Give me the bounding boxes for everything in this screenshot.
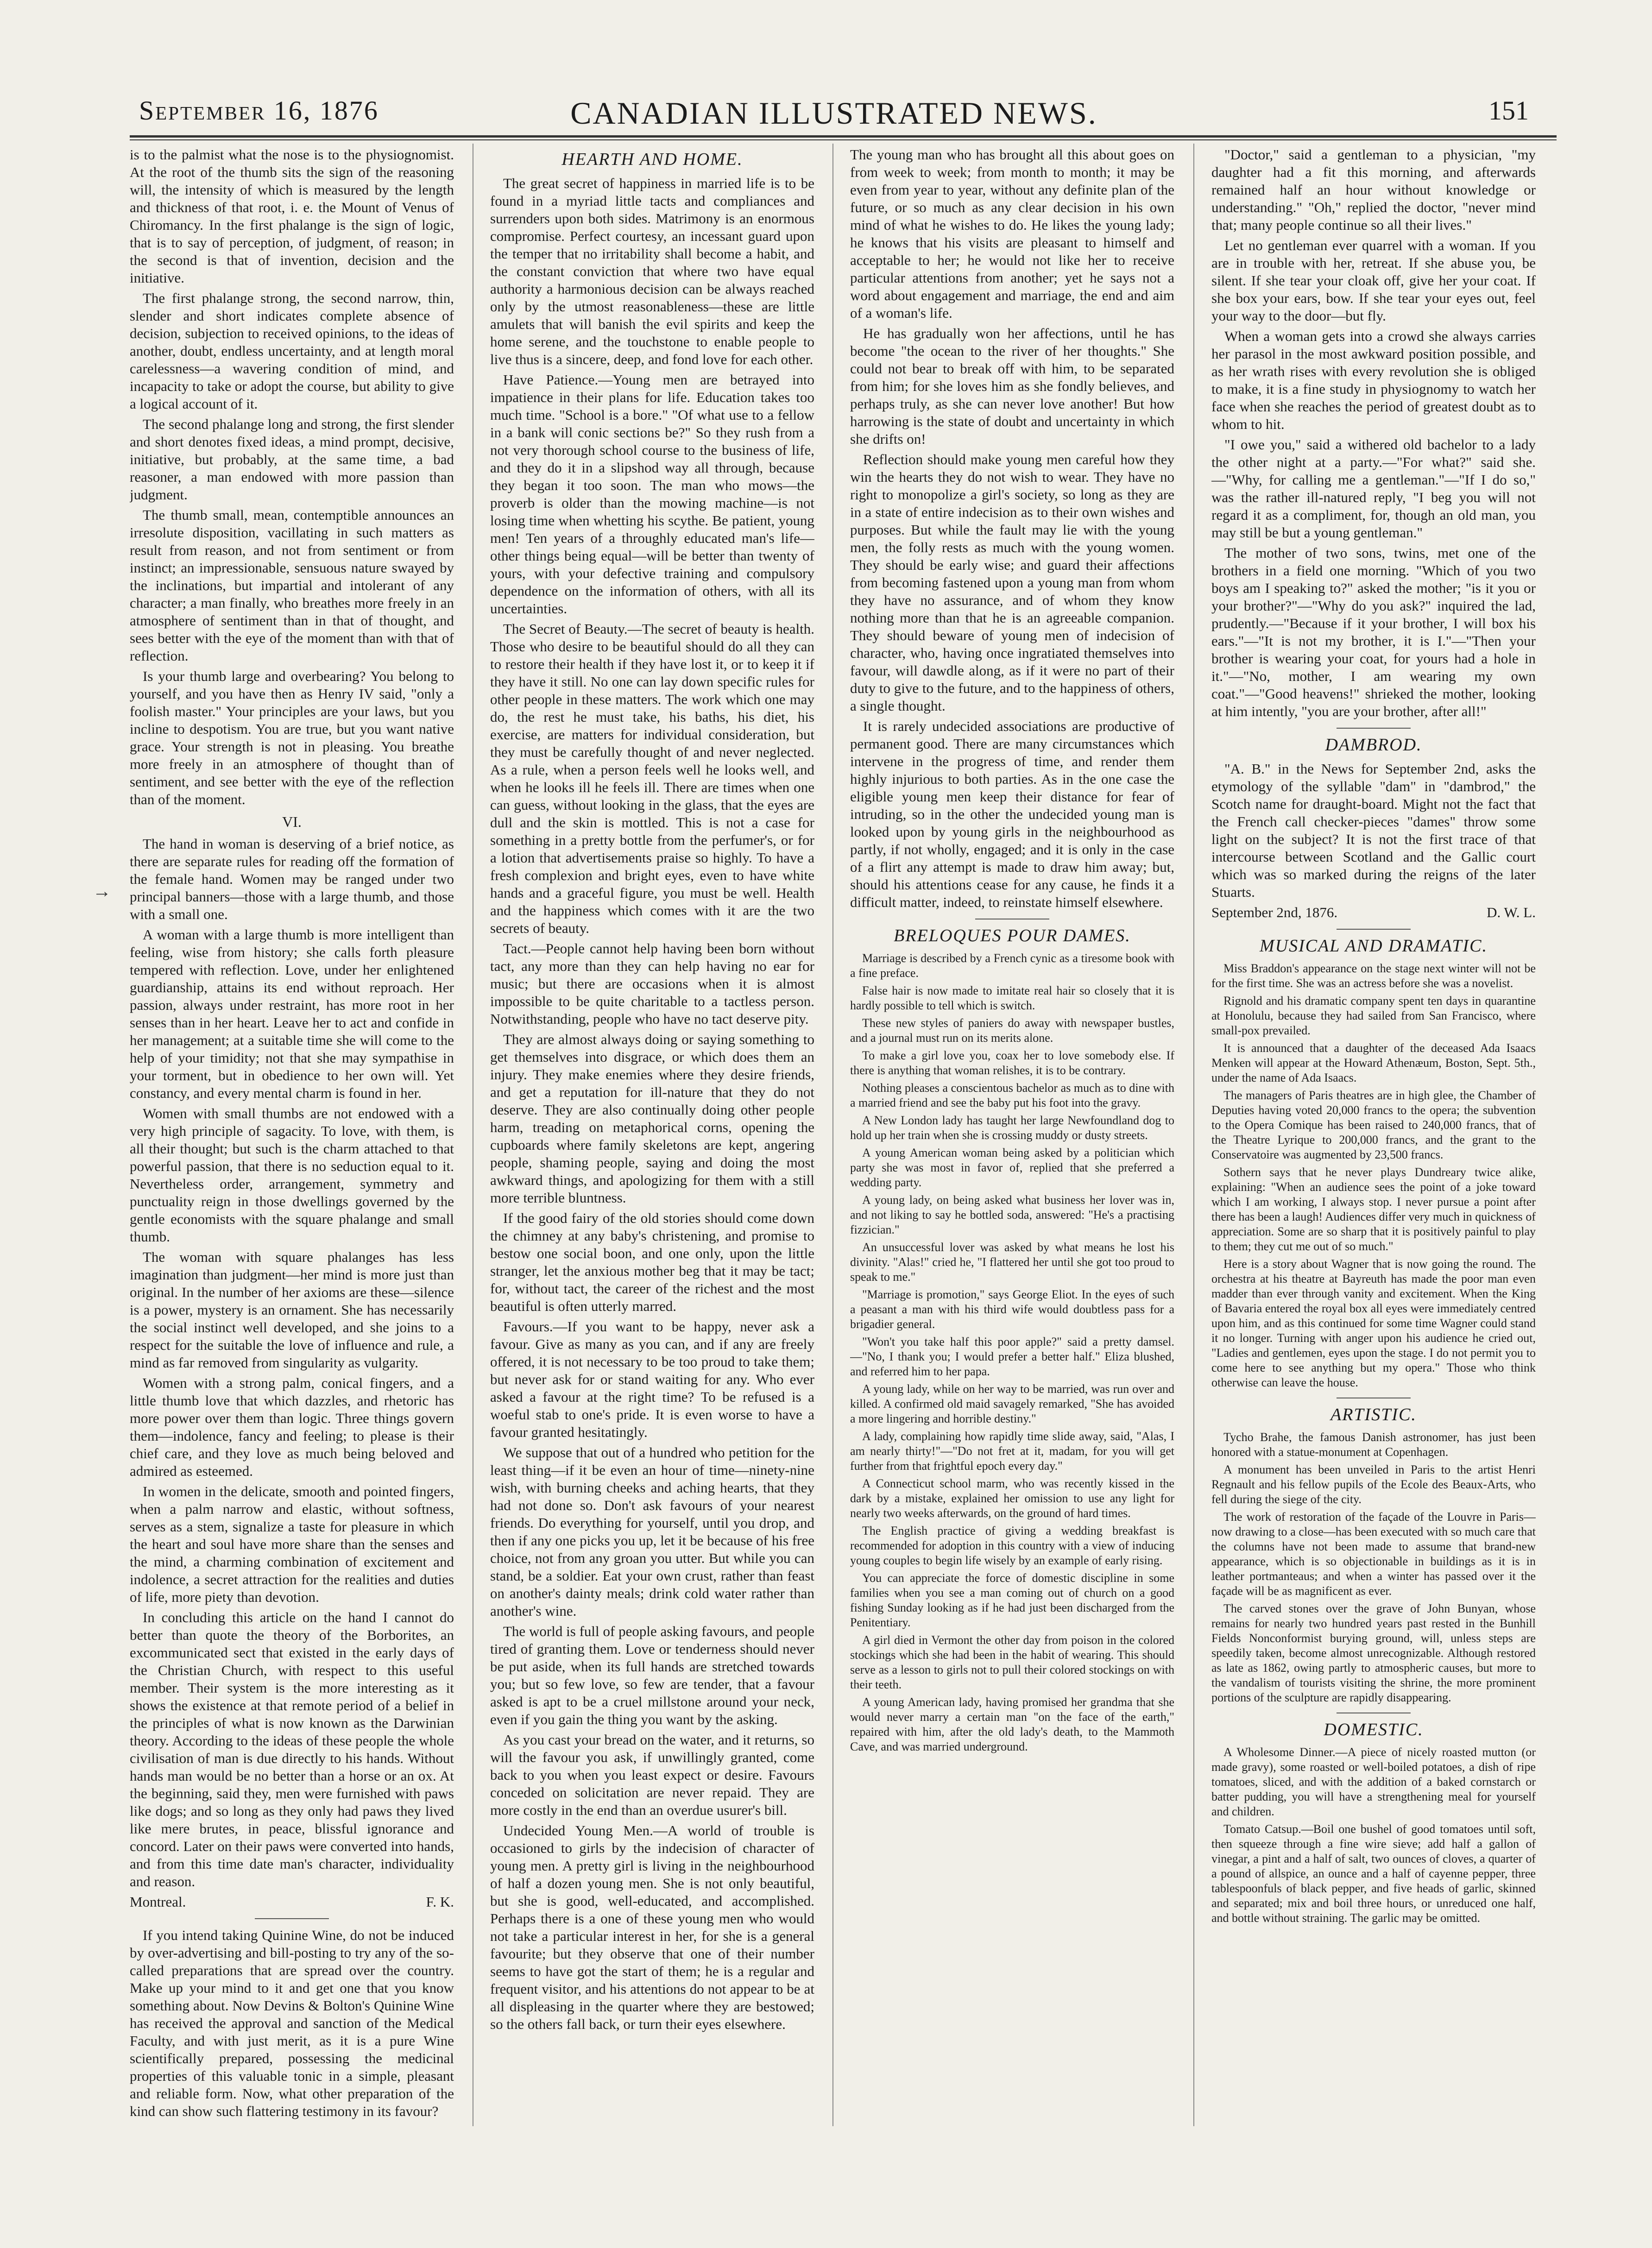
- signature-name: D. W. L.: [1487, 904, 1536, 920]
- paragraph: He has gradually won her affections, until he has become "the ocean to the river of her thoughts." She could not bear to break off with him, to be separated from him; for she loves him as she fondly believes, and perhaps truly, as she can never love another! But how harrowing is the state of doubt and uncertainty in which she drifts on!: [850, 325, 1174, 447]
- list-item: False hair is now made to imitate real hair so closely that it is hardly possible to tell which is switch.: [850, 984, 1174, 1012]
- list-item: Tycho Brahe, the famous Danish astronomer, has just been honored with a statue-monument at Copenhagen.: [1211, 1430, 1536, 1459]
- separator-rule: [255, 1918, 329, 1919]
- paragraph: The mother of two sons, twins, met one of the brothers in a field one morning. "Which of you two boys am I speaking to?" asked the mother; "is it you or your brother?"—"Why do you ask?" inquired the lad, prudently.—"Because if it your brother, I will box his ears."—"It is not my brother, it is I."—"Then your brother is wearing your coat, for yours had a hole in it."—"No, mother, I am wearing my own coat."—"Good heavens!" shrieked the mother, looking at him intently, "you are your brother, after all!": [1211, 545, 1536, 719]
- paragraph: "Doctor," said a gentleman to a physician, "my daughter had a fit this morning, and afterwards remained half an hour without knowledge or understanding." "Oh," replied the doctor, "never mind that; many people continue so all their lives.": [1211, 146, 1536, 233]
- signature-name: F. K.: [426, 1894, 454, 1910]
- page-number: 151: [1488, 95, 1529, 126]
- paragraph: The Secret of Beauty.—The secret of beauty is health. Those who desire to be beautiful should do all they can to restore their health if they have lost it, or to keep it if they have it still. No one can lay down specific rules for other people in these matters. The work which one may do, the rest he must take, his baths, his diet, his exercise, are matters for individual consideration, but they must be carefully thought of and never neglected. As a rule, when a person feels well he looks well, and when he looks ill he feels ill. There are times when one can guess, without looking in the glass, that the eyes are dull and the skin is mottled. This is not a case for something in a pretty bottle from the perfumer's, or for a lotion that advertisements praise so highly. To have a fresh complexion and bright eyes, even to have white hands and a graceful figure, you must be well. Health and the happiness which comes with it are the two secrets of beauty.: [490, 621, 814, 936]
- paragraph: Women with a strong palm, conical fingers, and a little thumb love that which dazzles, and rhetoric has more power over them than logic. Three things govern them—indolence, fancy and feeling; to please is their chief care, and they love as much being beloved and admired as esteemed.: [130, 1375, 454, 1479]
- section-heading-hearth-and-home: HEARTH AND HOME.: [561, 150, 743, 169]
- list-item: Rignold and his dramatic company spent ten days in quarantine at Honolulu, because they had sailed from San Francisco, where small-pox prevailed.: [1211, 994, 1536, 1037]
- paragraph: Have Patience.—Young men are betrayed into impatience in their plans for life. Education takes too much time. "School is a bore." "Of what use to a fellow in a bank will conic sections be?" So they rush from a not very thorough school course to the business of life, and they do it in a slipshod way all through, because they began it too soon. The man who mows—the proverb is older than the mowing machine—is not losing time when whetting his scythe. Be patient, young men! Ten years of a throughly educated man's life—other things being equal—will be better than twenty of yours, with your defective training and compulsory dependence on the information of others, with all its uncertainties.: [490, 372, 814, 617]
- list-item: Sothern says that he never plays Dundreary twice alike, explaining: "When an audience sees the point of a joke toward which I am working, I always stop. I never pursue a point after there has been a laugh! Audiences differ very much in quickness of appreciation. Some are so sharp that it is positively painful to play to them; they cut me out of so much.": [1211, 1165, 1536, 1253]
- list-item: A girl died in Vermont the other day from poison in the colored stockings which she had been in the habit of wearing. This should serve as a lesson to girls not to pull their colored stockings on with their teeth.: [850, 1633, 1174, 1691]
- list-item: A young American lady, having promised her grandma that she would never marry a certain man "on the face of the earth," repaired with him, after the old lady's death, to the Mammoth Cave, and was married underground.: [850, 1695, 1174, 1753]
- list-item: To make a girl love you, coax her to love somebody else. If there is anything that woman relishes, it is to be contrary.: [850, 1049, 1174, 1077]
- musical-list: [1211, 961, 1536, 1390]
- paragraph: A woman with a large thumb is more intelligent than feeling, wise from history; she calls forth pleasure tempered with reflection. Love, under her enlightened guardianship, attains its end without reproach. Her passion, always under restraint, has more root in her senses than in her heart. Leave her to act and confide in her management; at a suitable time she will come to the help of your timidity; not that she may sympathise in your torment, but in obedience to her own will. Yet constancy, and every mental charm is found in her.: [130, 926, 454, 1101]
- section-heading-breloques-pour-dames: BRELOQUES POUR DAMES.: [894, 926, 1131, 945]
- masthead-title: CANADIAN ILLUSTRATED NEWS.: [570, 95, 1097, 131]
- paragraph: Favours.—If you want to be happy, never ask a favour. Give as many as you can, and if any are freely offered, it is not necessary to be too proud to take them; but never ask for or stand waiting for any. Who ever asked a favour at the right time? To be refused is a woeful stab to one's pride. It is even worse to have a favour granted hesitatingly.: [490, 1318, 814, 1440]
- masthead-date: September 16, 1876: [139, 95, 379, 126]
- signature-date: September 2nd, 1876.: [1211, 904, 1338, 920]
- separator-rule: [1337, 929, 1411, 930]
- list-item: Miss Braddon's appearance on the stage next winter will not be for the first time. She was an actress before she was a novelist.: [1211, 962, 1536, 990]
- list-item: Nothing pleases a conscientous bachelor as much as to dine with a married friend and see the baby put his foot into the gravy.: [850, 1081, 1174, 1109]
- list-item: You can appreciate the force of domestic discipline in some families when you see a man coming out of church on a good fishing Sunday looking as if he had just been discharged from the Penitentiary.: [850, 1571, 1174, 1629]
- artistic-list: [1211, 1430, 1536, 1705]
- list-item: A young lady, while on her way to be married, was run over and killed. A confirmed old maid savagely remarked, "She has avoided a more lingering and horrible destiny.": [850, 1382, 1174, 1425]
- column-divider: [1193, 144, 1194, 2126]
- masthead-rule-thin: [130, 139, 1557, 140]
- paragraph: The second phalange long and strong, the first slender and short denotes fixed ideas, a mind prompt, decisive, initiative, but probably, at the same time, a bad reasoner, a man endowed with more passion than judgment.: [130, 416, 454, 503]
- paragraph: We suppose that out of a hundred who petition for the least thing—if it be even an hour of time—ninety-nine wish, with burning cheeks and aching hearts, that they had not done so. Don't ask favours of your nearest friends. Do everything for yourself, until you drop, and then if any one picks you up, let it be because of his free choice, not from any groan you utter. But while you can stand, be a soldier. Eat your own crust, rather than feast on another's dainty meals; drink cold water rather than another's wine.: [490, 1444, 814, 1619]
- list-item: A New London lady has taught her large Newfoundland dog to hold up her train when she is crossing muddy or dusty streets.: [850, 1114, 1174, 1142]
- list-item: The work of restoration of the façade of the Louvre in Paris—now drawing to a close—has been executed with so much care that the columns have not been made to assume that brand-new appearance, which is so objectionable in buildings as it is in leather portmanteaus; and when a winter has passed over it the façade will be as magnificent as ever.: [1211, 1510, 1536, 1598]
- section-heading-domestic: DOMESTIC.: [1324, 1720, 1424, 1739]
- list-item: A lady, complaining how rapidly time slide away, said, "Alas, I am nearly thirty!"—"Do not fret at it, madam, for you will get further from that frightful epoch every day.": [850, 1429, 1174, 1473]
- advertisement-paragraph: If you intend taking Quinine Wine, do not be induced by over-advertising and bill-posting to try any of the so-called preparations that are spread over the country. Make up your mind to it and get one that you know something about. Now Devins & Bolton's Quinine Wine has received the approval and sanction of the Medical Faculty, and with just merit, as it is a pure Wine scientifically prepared, possessing the medicinal properties of this valuable tonic in a simple, pleasant and reliable form. Now, what other preparation of the kind can show such flattering testimony in its favour?: [130, 1927, 454, 2119]
- paragraph: The world is full of people asking favours, and people tired of granting them. Love or tenderness should never be put aside, when its full hands are stretched towards you; but so few love, so few are tender, that a favour asked is apt to be a cruel millstone around your neck, even if you gain the thing you want by the asking.: [490, 1623, 814, 1727]
- signature-place: Montreal.: [130, 1894, 186, 1910]
- domestic-list: [1211, 1745, 1536, 1926]
- article-signature: [1211, 904, 1536, 921]
- column-3: [850, 146, 1174, 2161]
- list-item: The managers of Paris theatres are in high glee, the Chamber of Deputies having voted 20,000 francs to the opera; the subvention to the Opera Comique has been raised to 240,000 francs, that of the Theatre Lyrique to 200,000 francs, and the grant to the Conservatoire was augmented by 23,500 francs.: [1211, 1089, 1536, 1161]
- breloques-list: [850, 951, 1174, 1754]
- column-2: [490, 146, 814, 2161]
- list-item: It is announced that a daughter of the deceased Ada Isaacs Menken will appear at the Howard Athenæum, Boston, Sept. 5th., under the name of Ada Isaacs.: [1211, 1041, 1536, 1084]
- list-item: "Marriage is promotion," says George Eliot. In the eyes of such a peasant a man with his third wife would doubtless pass for a brigadier general.: [850, 1288, 1174, 1331]
- paragraph: When a woman gets into a crowd she always carries her parasol in the most awkward position possible, and as her wrath rises with every revolution she is obliged to make, it is a fine study in physiognomy to watch her face when she reaches the period of greatest doubt as to whom to hit.: [1211, 328, 1536, 432]
- paragraph: If the good fairy of the old stories should come down the chimney at any baby's christening, and promise to bestow one social boon, and one only, upon the little stranger, let the anxious mother beg that it may be tact; for, without tact, the career of the richest and the most beautiful is often utterly marred.: [490, 1210, 814, 1314]
- paragraph: In women in the delicate, smooth and pointed fingers, when a palm narrow and elastic, without softness, serves as a stem, signalize a taste for pleasure in which the heart and soul have more share than the senses and the mind, a charming combination of excitement and indolence, a secret attraction for the realities and duties of life, more piety than devotion.: [130, 1483, 454, 1605]
- masthead: [139, 95, 1529, 146]
- paragraph: The hand in woman is deserving of a brief notice, as there are separate rules for reading off the formation of the female hand. Women may be ranged under two principal banners—those with a large thumb, and those with a small one.: [130, 836, 454, 922]
- paragraph: As you cast your bread on the water, and it returns, so will the favour you ask, if unwillingly granted, come back to you when you least expect or desire. Favours conceded on solicitation are never repaid. They are more costly in the end than an overdue usurer's bill.: [490, 1732, 814, 1818]
- paragraph: They are almost always doing or saying something to get themselves into disgrace, or which does them an injury. They make enemies where they desire friends, and get a reputation for ill-nature that they do not deserve. They are also continually doing other people harm, treading on metaphorical corns, opening the cupboards where family skeletons are kept, angering people, shaming people, saying and doing the most awkward things, and apologizing for them with a still more terrible bluntness.: [490, 1031, 814, 1206]
- list-item: A Wholesome Dinner.—A piece of nicely roasted mutton (or made gravy), some roasted or well-boiled potatoes, a dish of ripe tomatoes, sliced, and with the addition of a baked cornstarch or batter pudding, you will have a strengthening meal for yourself and children.: [1211, 1745, 1536, 1818]
- list-item: "Won't you take half this poor apple?" said a pretty damsel.—"No, I thank you; I would prefer a better half." Eliza blushed, and referred him to her papa.: [850, 1335, 1174, 1378]
- column-divider: [832, 144, 833, 2126]
- list-item: The English practice of giving a wedding breakfast is recommended for adoption in this country with a view of inducing young couples to begin life wisely by an example of early rising.: [850, 1524, 1174, 1567]
- list-item: A young American woman being asked by a politician which party she was most in favor of, replied that she preferred a wedding party.: [850, 1146, 1174, 1189]
- section-heading-artistic: ARTISTIC.: [1330, 1405, 1417, 1424]
- list-item: A Connecticut school marm, who was recently kissed in the dark by a mistake, explained her omission to use any light for nearly two weeks afterwards, on the ground of hard times.: [850, 1477, 1174, 1520]
- paragraph: Undecided Young Men.—A world of trouble is occasioned to girls by the indecision of character of young men. A pretty girl is living in the neighbourhood of half a dozen young men. She is not only beautiful, but she is good, well-educated, and accomplished. Perhaps there is a one of these young men who would not take a particular interest in her, for she is a general favourite; but they observe that one of their number seems to have got the start of them; he is a regular and frequent visitor, and his attentions do not appear to be at all displeasing in the quarter where they are bestowed; so the others fall back, or turn their eyes elsewhere.: [490, 1822, 814, 2032]
- paragraph: Let no gentleman ever quarrel with a woman. If you are in trouble with her, retreat. If she abuse you, be silent. If she tear your cloak off, give her your coat. If she box your ears, bow. If she tear your eyes out, feel your way to the door—but fly.: [1211, 237, 1536, 324]
- paragraph: In concluding this article on the hand I cannot do better than quote the theory of the Borborites, an excommunicated sect that existed in the early days of the Christian Church, with respect to this useful member. Their system is the more interesting as it shows the existence at that remote period of a belief in the principles of what is now known as the Darwinian theory. According to the ideas of these people the whole civilisation of man is due directly to his hands. Without hands man would be no better than a horse or an ox. At the beginning, said they, men were furnished with paws like dogs; and so long as they only had paws they lived like mere brutes, in peace, blissful ignorance and concord. Later on their paws were converted into hands, and from this time date man's character, individuality and reason.: [130, 1609, 454, 1889]
- section-number: VI.: [282, 813, 302, 830]
- list-item: Here is a story about Wagner that is now going the round. The orchestra at his theatre at Bayreuth has made the poor man even madder than ever through vanity and excitement. When the King of Bavaria entered the royal box all eyes were immediately centred upon him, and as this continued for some time Wagner could stand it no longer. Turning with anger upon his audience he cried out, "Ladies and gentlemen, eyes upon the stage. I do not permit you to come here to see anything but my opera." Those who think otherwise can leave the house.: [1211, 1257, 1536, 1389]
- list-item: The carved stones over the grave of John Bunyan, whose remains for nearly two hundred years past rested in the Bunhill Fields Nonconformist burying ground, will, unless steps are speedily taken, become almost unrecognizable. Although restored as late as 1862, owing partly to atmospheric causes, but more to the vandalism of tourists visiting the shrine, the more prominent portions of the sculpture are rapidly disappearing.: [1211, 1602, 1536, 1704]
- paragraph: The woman with square phalanges has less imagination than judgment—her mind is more just than original. In the number of her axioms are these—silence is a power, mystery is an ornament. She has necessarily the social instinct well developed, and she joins to a respect for the suitable the love of influence and rule, a mind as far removed from singularity as vulgarity.: [130, 1249, 454, 1371]
- paragraph: It is rarely undecided associations are productive of permanent good. There are many circumstances which intervene in the progress of time, and render them highly injurious to both parties. As in the one case the eligible young men keep their distance for fear of intruding, so in the other the undecided young man is looked upon by young girls in the neighbourhood as partly, if not wholly, engaged; and it is only in the case of a flirt any attempt is made to draw him away; but, should his attentions cease for any cause, he finds it a difficult matter, indeed, to reinstate himself elsewhere.: [850, 718, 1174, 910]
- paragraph: Is your thumb large and overbearing? You belong to yourself, and you have then as Henry IV said, "only a foolish master." Your principles are your laws, but you incline to despotism. You are true, but you want native grace. Your strength is not in pleasing. You breathe more freely in an atmosphere of thought than of sentiment, and see better with the eye of the reflection than of the moment.: [130, 668, 454, 807]
- paragraph: is to the palmist what the nose is to the physiognomist. At the root of the thumb sits the sign of the reasoning will, the intensity of which is measured by the length and thickness of that root, i. e. the Mount of Venus of Chiromancy. In the first phalange is the sign of logic, that is to say of perception, of judgment, of reason; in the second is that of invention, decision and the initiative.: [130, 146, 454, 286]
- list-item: A young lady, on being asked what business her lover was in, and not liking to say he bottled soda, answered: "He's a practising fizzician.": [850, 1193, 1174, 1236]
- paragraph: The thumb small, mean, contemptible announces an irresolute disposition, vacillating in such matters as result from reason, and not from sentiment or from instinct; an impressionable, sensuous nature swayed by the inclinations, but impartial and intolerant of any character; a man finally, who breathes more freely in an atmosphere of sentiment than in that of thought, and sees better with the eye of the moment than with that of reflection.: [130, 507, 454, 664]
- list-item: A monument has been unveiled in Paris to the artist Henri Regnault and his fellow pupils of the Ecole des Beaux-Arts, who fell during the siege of the city.: [1211, 1463, 1536, 1506]
- section-heading-dambrod: DAMBROD.: [1325, 735, 1422, 755]
- paragraph: "I owe you," said a withered old bachelor to a lady the other night at a party.—"For what?" said she.—"Why, for calling me a gentleman."—"If I do so," was the rather ill-natured reply, "I beg you will not regard it as a compliment, for, though an old man, you may still be but a young gentleman.": [1211, 436, 1536, 541]
- list-item: Tomato Catsup.—Boil one bushel of good tomatoes until soft, then squeeze through a fine wire sieve; add half a gallon of vinegar, a pint and a half of salt, two ounces of cloves, a quarter of a pound of allspice, an ounce and a half of cayenne pepper, three tablespoonfuls of black pepper, and five heads of garlic, skinned and separated; mix and boil three hours, or unreduced one half, and bottle without straining. The garlic may be omitted.: [1211, 1822, 1536, 1925]
- section-heading-musical-and-dramatic: MUSICAL AND DRAMATIC.: [1259, 936, 1488, 956]
- paragraph: The young man who has brought all this about goes on from week to week; from month to month; it may be even from year to year, without any definite plan of the future, or so much as any clear decision in his own mind of what he wishes to do. He likes the young lady; he knows that his visits are pleasant to himself and acceptable to her; he would not like her to receive particular attentions from another; yet he says not a word about engagement and marriage, the end and aim of a woman's life.: [850, 146, 1174, 321]
- paragraph: The first phalange strong, the second narrow, thin, slender and short indicates complete absence of decision, subjection to received opinions, to the ideas of another, doubt, endless uncertainty, and at length moral carelessness—a wavering condition of mind, and incapacity to take or adopt the course, but ability to give a logical account of it.: [130, 290, 454, 412]
- paragraph: Women with small thumbs are not endowed with a very high principle of sagacity. To love, with them, is all their thought; but such is the charm attached to that powerful passion, that there is no seduction equal to it. Nevertheless order, arrangement, symmetry and punctuality reign in those dwellings governed by the gentle economists with the square phalange and small thumb.: [130, 1105, 454, 1245]
- article-signature: [130, 1893, 454, 1911]
- margin-arrow-mark: →: [93, 881, 111, 901]
- list-item: An unsuccessful lover was asked by what means he lost his divinity. "Alas!" cried he, "I flattered her until she got too proud to speak to me.": [850, 1240, 1174, 1284]
- list-item: These new styles of paniers do away with newspaper bustles, and a journal must run on its merits alone.: [850, 1016, 1174, 1045]
- column-4: [1211, 146, 1536, 2161]
- separator-rule: [1337, 728, 1411, 729]
- list-item: Marriage is described by a French cynic as a tiresome book with a fine preface.: [850, 951, 1174, 980]
- paragraph: The great secret of happiness in married life is to be found in a myriad little tacts and compliances and surrenders upon both sides. Matrimony is an enormous compromise. Perfect courtesy, an incessant guard upon the temper that no irritability shall become a habit, and the constant conviction that where two have equal authority a harmonious decision can be always reached only by the utmost reasonableness—these are little amulets that will banish the evil spirits and keep the home serene, and the touchstone to enable people to live thus is a sincere, deep, and fond love for each other.: [490, 175, 814, 367]
- masthead-rule: [130, 135, 1557, 138]
- paragraph: "A. B." in the News for September 2nd, asks the etymology of the syllable "dam" in "dambrod," the Scotch name for draught-board. Might not the fact that the French call checker-pieces "dames" throw some light on the subject? It is not the first trace of that intercourse between Scotland and the Gallic court which was so marked during the reigns of the later Stuarts.: [1211, 761, 1536, 900]
- column-1: [130, 146, 454, 2161]
- paragraph: Tact.—People cannot help having been born without tact, any more than they can help having no ear for music; but there are occasions when it is almost impossible to be quite charitable to a tactless person. Notwithstanding, people who have no tact deserve pity.: [490, 940, 814, 1027]
- paragraph: Reflection should make young men careful how they win the hearts they do not wish to wear. They have no right to monopolize a girl's society, so long as they are in a state of entire indecision as to their own wishes and purposes. But while the fault may lie with the young men, the folly rests as much with the young women. They should be early wise; and guard their affections from becoming fastened upon a young man from whom they have no assurance, and of whom they know nothing more than that he is an agreeable companion. They should beware of young men of indecision of character, who, having once ingratiated themselves into favour, will dawdle along, as if it were no part of their duty to give to the future, and to the happiness of others, a single thought.: [850, 451, 1174, 714]
